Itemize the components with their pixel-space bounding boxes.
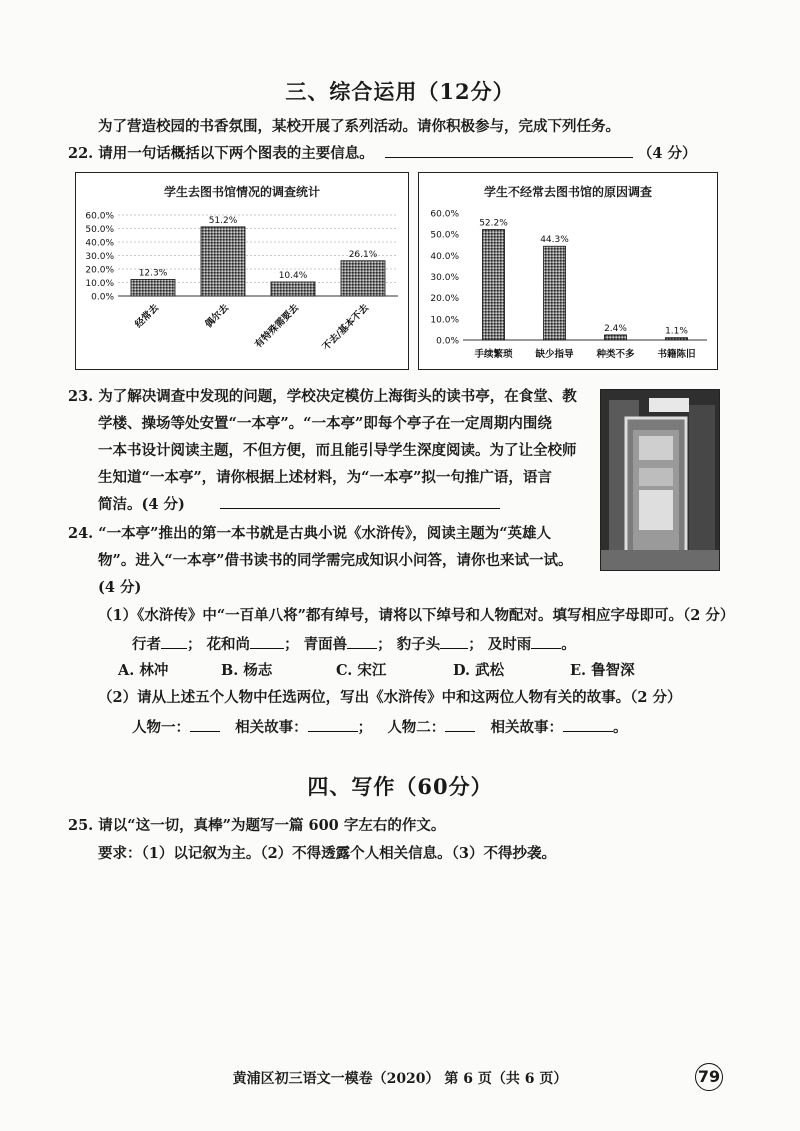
q23-answer-blank[interactable] — [220, 508, 500, 509]
category-label: 缺少指导 — [535, 349, 574, 360]
data-label: 51.2% — [208, 215, 238, 226]
characters-row: 人物一： 相关故事： ； 人物二： 相关故事： 。 — [132, 719, 628, 736]
q23-line-1: 23. 为了解决调查中发现的问题，学校决定模仿上海街头的读书亭，在食堂、教 — [68, 388, 577, 405]
option-d: D. 武松 — [453, 662, 505, 679]
story-2-label: 相关故事： — [490, 719, 563, 736]
story-2-blank[interactable] — [563, 731, 613, 732]
y-tick-label: 40.0% — [430, 251, 459, 262]
bar — [666, 338, 688, 340]
nickname-4-blank[interactable] — [440, 648, 468, 649]
category-label: 种类不多 — [596, 349, 635, 360]
category-label: 偶尔去 — [203, 302, 232, 331]
y-tick-label: 30.0% — [430, 273, 459, 283]
bar — [544, 246, 566, 340]
nickname-3-blank[interactable] — [347, 648, 377, 649]
story-1-blank[interactable] — [308, 731, 358, 732]
person-2-label: 人物二： — [387, 719, 446, 736]
option-c: C. 宋江 — [336, 662, 387, 679]
category-label: 不去/基本不去 — [320, 302, 372, 353]
person-1-blank[interactable] — [190, 731, 220, 732]
q24-sub1: （1）《水浒传》中“一百单八将”都有绰号，请将以下绰号和人物配对。填写相应字母即可。（2 分） — [98, 607, 735, 624]
y-tick-label: 0.0% — [436, 336, 459, 347]
data-label: 44.3% — [540, 235, 569, 246]
y-tick-label: 10.0% — [85, 279, 114, 289]
q22-prompt — [68, 142, 697, 163]
bar — [341, 261, 385, 296]
chart-2-title: 学生不经常去图书馆的原因调查 — [483, 185, 652, 199]
bar — [271, 282, 315, 296]
bar — [201, 227, 245, 296]
category-label: 手续繁琐 — [474, 349, 513, 360]
q23-line-5-text: 简洁。(4 分) — [98, 496, 185, 513]
data-label: 2.4% — [604, 323, 627, 334]
nickname-4: 豹子头 — [396, 636, 441, 653]
y-tick-label: 10.0% — [430, 315, 459, 326]
data-label: 1.1% — [665, 326, 688, 337]
nickname-5-blank[interactable] — [531, 648, 561, 649]
q23-line-3: 一本书设计阅读主题，不但方便，而且能引导学生深度阅读。为了让全校师 — [98, 442, 577, 459]
nickname-5: 及时雨 — [487, 636, 532, 653]
story-1-label: 相关故事： — [235, 719, 308, 736]
data-label: 52.2% — [479, 218, 508, 229]
q23-line-2: 学楼、操场等处安置“一本亭”。“一本亭”即每个亭子在一定周期内围绕 — [98, 415, 552, 432]
q25-requirements: 要求：（1）以记叙为主。（2）不得透露个人相关信息。（3）不得抄袭。 — [98, 845, 557, 862]
q24-line-1: 24. “一本亭”推出的第一本书就是古典小说《水浒传》，阅读主题为“英雄人 — [68, 525, 552, 542]
q24-line-2: 物”。进入“一本亭”借书读书的同学需完成知识小问答，请你也来试一试。 — [98, 552, 573, 569]
data-label: 12.3% — [138, 268, 168, 279]
option-e: E. 鲁智深 — [570, 662, 635, 679]
section-3-title: 三、综合运用（12分） — [285, 79, 515, 104]
chart-2-plot — [419, 173, 717, 369]
q22-score: （4 分） — [637, 145, 697, 162]
booth-illustration — [601, 390, 719, 570]
bar — [131, 279, 175, 296]
y-tick-label: 40.0% — [85, 238, 114, 249]
bar — [483, 230, 505, 340]
y-tick-label: 20.0% — [430, 294, 459, 305]
chart-1-title: 学生去图书馆情况的调查统计 — [163, 185, 320, 199]
category-label: 有特殊需要去 — [253, 302, 302, 351]
option-a: A. 林冲 — [118, 662, 169, 679]
chart-1-plot — [76, 173, 408, 369]
category-label: 经常去 — [133, 302, 162, 331]
nickname-2: 花和尚 — [206, 636, 251, 653]
nickname-2-blank[interactable] — [250, 648, 284, 649]
category-label: 书籍陈旧 — [657, 349, 696, 360]
reading-booth-photo — [600, 389, 720, 571]
nickname-3: 青面兽 — [303, 636, 348, 653]
person-2-blank[interactable] — [445, 731, 475, 732]
y-tick-label: 20.0% — [85, 265, 114, 276]
q24-line-3: (4 分) — [98, 579, 142, 596]
data-label: 10.4% — [278, 270, 308, 281]
y-tick-label: 0.0% — [91, 292, 114, 303]
chart-library-visits — [75, 172, 409, 370]
person-1-label: 人物一： — [132, 719, 190, 736]
y-tick-label: 50.0% — [85, 225, 114, 235]
q25-prompt: 25. 请以“这一切，真棒”为题写一篇 600 字左右的作文。 — [68, 817, 446, 834]
option-b: B. 杨志 — [221, 662, 273, 679]
nickname-row: 行者 ； 花和尚 ； 青面兽 ； 豹子头 ； 及时雨 。 — [132, 636, 576, 653]
nickname-1: 行者 — [132, 636, 161, 653]
y-tick-label: 60.0% — [430, 209, 459, 220]
data-label: 26.1% — [348, 249, 378, 260]
q22-text: 22. 请用一句话概括以下两个图表的主要信息。 — [68, 145, 374, 162]
section-4-title: 四、写作（60分） — [307, 774, 493, 799]
y-tick-label: 50.0% — [430, 230, 459, 241]
q22-answer-blank[interactable] — [385, 157, 633, 158]
nickname-1-blank[interactable] — [161, 648, 187, 649]
bar — [605, 335, 627, 340]
q24-sub2: （2）请从上述五个人物中任选两位，写出《水浒传》中和这两位人物有关的故事。（2 分） — [98, 689, 682, 706]
y-tick-label: 60.0% — [85, 211, 114, 222]
section-3-intro: 为了营造校园的书香氛围，某校开展了系列活动。请你积极参与，完成下列任务。 — [98, 118, 620, 135]
page-mark: 79 — [695, 1063, 723, 1091]
q23-line-4: 生知道“一本亭”，请你根据上述材料，为“一本亭”拟一句推广语，语言 — [98, 469, 552, 486]
page-footer: 黄浦区初三语文一模卷（2020） 第 6 页（共 6 页） — [232, 1071, 568, 1087]
chart-reasons — [418, 172, 718, 370]
q23-line-5 — [98, 493, 500, 514]
y-tick-label: 30.0% — [85, 252, 114, 262]
